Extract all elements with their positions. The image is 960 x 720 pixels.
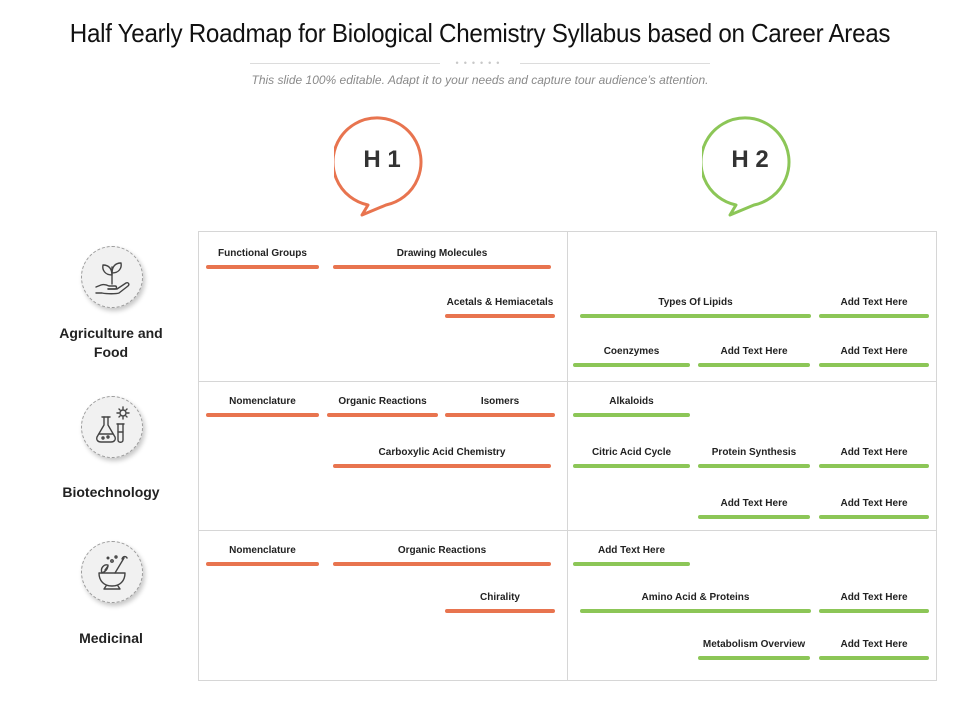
page-title: Half Yearly Roadmap for Biological Chemistry Syllabus based on Career Areas bbox=[69, 18, 891, 48]
task-bar bbox=[698, 464, 810, 468]
roadmap-task[interactable]: Alkaloids bbox=[573, 396, 690, 420]
task-bar bbox=[333, 562, 551, 566]
task-bar bbox=[206, 265, 319, 269]
task-bar bbox=[206, 562, 319, 566]
roadmap-task[interactable]: Drawing Molecules bbox=[333, 248, 551, 272]
roadmap-task[interactable]: Protein Synthesis bbox=[698, 447, 810, 471]
title-divider-dots: •••••• bbox=[455, 58, 505, 68]
task-bar bbox=[445, 413, 555, 417]
task-bar bbox=[445, 314, 555, 318]
page-subtitle: This slide 100% editable. Adapt it to your needs and capture tour audience’s attention. bbox=[251, 73, 709, 87]
roadmap-task[interactable]: Nomenclature bbox=[206, 545, 319, 569]
category-label-agriculture: Agriculture and Food bbox=[59, 325, 163, 360]
task-bar bbox=[819, 363, 929, 367]
roadmap-task[interactable]: Organic Reactions bbox=[327, 396, 438, 420]
row-divider-1 bbox=[199, 381, 936, 382]
h2-bubble bbox=[702, 114, 798, 220]
h1-bubble bbox=[334, 114, 430, 220]
title-divider-left bbox=[250, 63, 440, 64]
task-bar bbox=[698, 656, 810, 660]
task-bar bbox=[698, 363, 810, 367]
roadmap-task[interactable]: Acetals & Hemiacetals bbox=[445, 297, 555, 321]
task-bar bbox=[573, 363, 690, 367]
plant-in-hand-icon bbox=[81, 246, 143, 308]
task-bar bbox=[573, 562, 690, 566]
roadmap-task[interactable]: Add Text Here bbox=[819, 498, 929, 522]
category-label-medicinal: Medicinal bbox=[79, 630, 143, 646]
task-bar bbox=[819, 515, 929, 519]
roadmap-task[interactable]: Add Text Here bbox=[698, 346, 810, 370]
roadmap-task[interactable]: Organic Reactions bbox=[333, 545, 551, 569]
task-bar bbox=[580, 609, 811, 613]
h1-label: H 1 bbox=[363, 146, 401, 173]
roadmap-task[interactable]: Add Text Here bbox=[819, 447, 929, 471]
mortar-pestle-herbs-icon bbox=[81, 541, 143, 603]
task-bar bbox=[333, 265, 551, 269]
roadmap-task[interactable]: Add Text Here bbox=[819, 297, 929, 321]
roadmap-task[interactable]: Add Text Here bbox=[819, 592, 929, 616]
task-bar bbox=[573, 464, 690, 468]
roadmap-task[interactable]: Carboxylic Acid Chemistry bbox=[333, 447, 551, 471]
lab-flask-gear-icon bbox=[81, 396, 143, 458]
title-divider-right bbox=[520, 63, 710, 64]
task-bar bbox=[580, 314, 811, 318]
task-bar bbox=[819, 656, 929, 660]
half-divider bbox=[567, 232, 568, 680]
roadmap-task[interactable]: Add Text Here bbox=[573, 545, 690, 569]
task-bar bbox=[333, 464, 551, 468]
roadmap-task[interactable]: Add Text Here bbox=[819, 639, 929, 663]
row-divider-2 bbox=[199, 530, 936, 531]
roadmap-task[interactable]: Amino Acid & Proteins bbox=[580, 592, 811, 616]
roadmap-task[interactable]: Types Of Lipids bbox=[580, 297, 811, 321]
roadmap-task[interactable]: Coenzymes bbox=[573, 346, 690, 370]
h2-label: H 2 bbox=[731, 146, 769, 173]
task-bar bbox=[327, 413, 438, 417]
roadmap-task[interactable]: Chirality bbox=[445, 592, 555, 616]
task-bar bbox=[819, 314, 929, 318]
category-label-biotechnology: Biotechnology bbox=[62, 484, 160, 500]
roadmap-task[interactable]: Add Text Here bbox=[819, 346, 929, 370]
task-bar bbox=[573, 413, 690, 417]
task-bar bbox=[698, 515, 810, 519]
roadmap-task[interactable]: Nomenclature bbox=[206, 396, 319, 420]
task-bar bbox=[206, 413, 319, 417]
roadmap-task[interactable]: Add Text Here bbox=[698, 498, 810, 522]
roadmap-task[interactable]: Citric Acid Cycle bbox=[573, 447, 690, 471]
roadmap-task[interactable]: Functional Groups bbox=[206, 248, 319, 272]
roadmap-task[interactable]: Metabolism Overview bbox=[698, 639, 810, 663]
task-bar bbox=[819, 609, 929, 613]
task-bar bbox=[819, 464, 929, 468]
task-bar bbox=[445, 609, 555, 613]
roadmap-task[interactable]: Isomers bbox=[445, 396, 555, 420]
